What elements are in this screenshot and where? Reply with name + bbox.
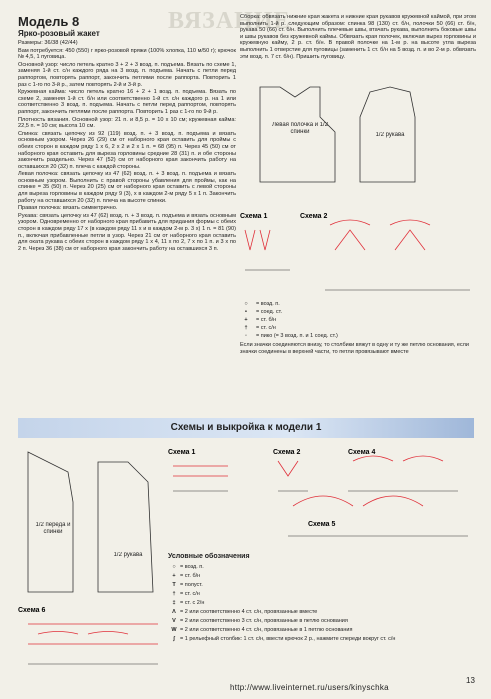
picot-symbol: ◦ <box>245 333 247 339</box>
schemes-top <box>240 210 476 300</box>
sc-symbol: + <box>244 317 248 323</box>
front-back-label: Левая полочка и 1/2 спинки <box>271 122 329 135</box>
page-number: 13 <box>466 676 475 685</box>
legend-b-dc2: = ст. с 2/н <box>180 600 205 606</box>
legend-picot: = пико (= 3 возд. п. и 1 соед. ст.) <box>256 333 338 339</box>
front-back2-label: 1/2 переда и спинки <box>35 522 71 535</box>
schemes-bottom <box>168 446 474 548</box>
legend-b-dec4: = 2 или соответственно 4 ст. с/н, провязанные вместе <box>180 609 318 615</box>
scheme4-label: Схема 4 <box>348 449 376 456</box>
sizes-text: Размеры: 36/38 (42/44) <box>18 40 78 46</box>
right-front-text: Правая полочка: вязать симметрично. <box>18 205 118 212</box>
legend-b-hdc: = полуст. <box>180 582 203 588</box>
left-front-text: Левая полочка: связать цепочку из 47 (62) возд. п. + 3 возд. п. подъема и вязать основным узором. Выполнить с правой стороны убавления для проймы, как на спинке = 35 (50) п. Через 20 (25) см от наборного края оставить с левой стороны для выреза горловины в каждом ряду 9 (3), х в каждом 2-м ряду 5 х 1 п. Закончить работу на оставшихся 20 (32) п. плеча на высоте спинки. <box>18 171 236 204</box>
instructions-left-column <box>18 14 236 409</box>
legend-b-sc: = ст. б/н <box>180 573 201 579</box>
legend-dc: = ст. с/н <box>256 325 276 331</box>
legend-top <box>240 300 476 355</box>
legend-bottom-title: Условные обозначения <box>168 553 250 560</box>
legend-b-inc-mix: = 2 или соответственно 4 ст. с/н, провязанные в 1 петлю основания <box>180 627 353 633</box>
pattern-pieces-model1 <box>18 442 168 602</box>
scheme5-label: Схема 5 <box>308 521 336 528</box>
slip-symbol: • <box>245 309 247 315</box>
sleeves-text: Рукава: связать цепочку из 47 (62) возд. п. + 3 возд. п. подъема и вязать основным узором. Одновременно от наборного края прибавить для придания формы с обеих сторон в каждом ряду 17 х (в каждом ряду 11 х и в каждом 2-м р. 3 х) 1 п. = 81 (90) п., включая прибавленные петли в узор. Через 21 см от наборного края оставить для оката рукава с обеих сторон в каждом ряду 1 х 4, 11 х по 2, 7 х по 1 п. и 3 х по 2 п. Через 36 (38) см от наборного края закончить работу на оставшихся 3 п. <box>18 212 236 252</box>
dc-symbol: † <box>244 325 248 331</box>
legend-b-inc2: = 2 или соответственно 3 ст. с/н, провязанные в петлю основания <box>180 618 348 624</box>
scheme6-label: Схема 6 <box>18 607 46 614</box>
sleeve2-label: 1/2 рукава <box>113 552 143 558</box>
banner-title: Схемы и выкройка к модели 1 <box>170 422 322 433</box>
legend-note: Если значки соединяются внизу, то столбики вяжут в одну и ту же петлю основания, если значки соединены в верхней части, то петли провязывают вместе <box>240 342 469 355</box>
materials-text: Вам потребуется: 450 (550) г ярко-розовой пряжи (100% хлопка, 110 м/50 г); крючок № 4,5, 1 пуговица. <box>18 47 236 61</box>
footer-url: http://www.liveinternet.ru/users/kinyschka <box>230 683 389 692</box>
model-subtitle: Ярко-розовый жакет <box>18 29 100 38</box>
model-title: Модель 8 <box>18 14 80 29</box>
legend-sc: = ст. б/н <box>256 317 277 323</box>
legend-b-dc: = ст. с/н <box>180 591 200 597</box>
scheme1b-label: Схема 1 <box>168 449 196 456</box>
sleeve-label: 1/2 рукава <box>375 132 405 138</box>
main-pattern-text: Основной узор: число петель кратно 3 + 2 + 3 возд. п. подъема. Вязать по схеме 1, заменяя 1-й ст. с/н каждого ряда на 3 возд. п. подъема. Начать с петли перед раппортом, повторять раппорт, закончить петлями после раппорта. Повторить 1 раз с 1-го по 3-й р., затем повторять 2-й и 3-й р. <box>18 61 236 88</box>
pattern-pieces-model8 <box>240 72 476 202</box>
scheme2-label: Схема 2 <box>300 213 328 220</box>
scheme1-label: Схема 1 <box>240 213 268 220</box>
assembly-text: Сборка: обвязать нижние края жакета и нижние края рукавов кружевной каймой, при этом выполнить 1-й р. следующим образом: спинка 98 (130) ст. б/н, полочки 50 (66) ст. б/н, рукава 50 (66) ст. б/н. Выполнить плечевые швы, втачать рукава, выполнить боковые швы и швы рукавов без кружевной каймы. Обвязать края полочек, включая вырез горловины и кружевную кайму, 2 р. ст. б/н. В правой полочке на 1-м р. на высоте угла выреза выполнить 1 отверстие для пуговицы (заменить 1 ст. б/н на 5 возд. п. и во 2-м р. обвязать эти возд. п. 7 ст. б/н). Пришить пуговицу. <box>240 14 476 60</box>
density-text: Плотность вязания. Основной узор: 21 п. и 8,5 р. = 10 х 10 см; кружевная кайма: 22,5 п. = 10 см; высота 10 см. <box>18 116 236 130</box>
watermark-text: ВЯЗАНИЕ <box>168 8 291 34</box>
lace-edge-text: Кружевная кайма: число петель кратно 16 + 2 + 1 возд. п. подъема. Вязать по схеме 2, заменяя 1-й ст. б/н или соответственно 1-й ст. с/н каждого р. на 1 или соответственно 3 возд. п. подъема. Начать с петли перед раппортом, повторять раппорт, закончить петлями после раппорта. Повторить 1 раз с 1-го по 9-й р. <box>18 89 236 115</box>
chain-symbol: ○ <box>244 301 248 307</box>
legend-b-chain: = возд. п. <box>180 564 204 570</box>
legend-slip: = соед. ст. <box>256 309 283 315</box>
scheme6-diagram <box>18 604 168 674</box>
legend-chain: = возд. п. <box>256 301 280 307</box>
legend-b-fpdc: = 1 рельефный столбик: 1 ст. с/н, ввести крючок 2 р., нажмите спереди вокруг ст. с/н <box>180 636 396 642</box>
section-banner <box>18 418 474 438</box>
back-text: Спинка: связать цепочку из 92 (119) возд. п. + 3 возд. п. подъема и вязать основным узором. Через 26 (29) см от наборного края оставить для проймы с обеих сторон в каждом ряду 1 х 6, 2 х 2 и 2 х 1 п. = 68 (95) п. Через 45 (50) см от наборного края оставить для выреза горловины средние 28 (31) п. и обе стороны закончить раздельно. Через 47 (52) см от наборного края закончить работу на оставшихся 20 (32) п. плеча с каждой стороны. <box>18 130 236 170</box>
scheme2b-label: Схема 2 <box>273 449 301 456</box>
legend-bottom: Условные обозначения ○ = возд. п. + = ст. б/н T = полуст. † = ст. с/н ‡ = ст. с 2/н Λ = 2 или соответственно 4 ст. с/н, провязанные вместе V = 2 или соответственно 3 ст. с/н, провязанные в петлю основания W = 2 или соответственно 4 ст. с/н, провязанные в 1 петлю основания ∫ = 1 рельефный столбик: 1 ст. с/н, ввести крючок 2 р., нажмите спереди вокруг ст. с/н <box>168 552 474 644</box>
